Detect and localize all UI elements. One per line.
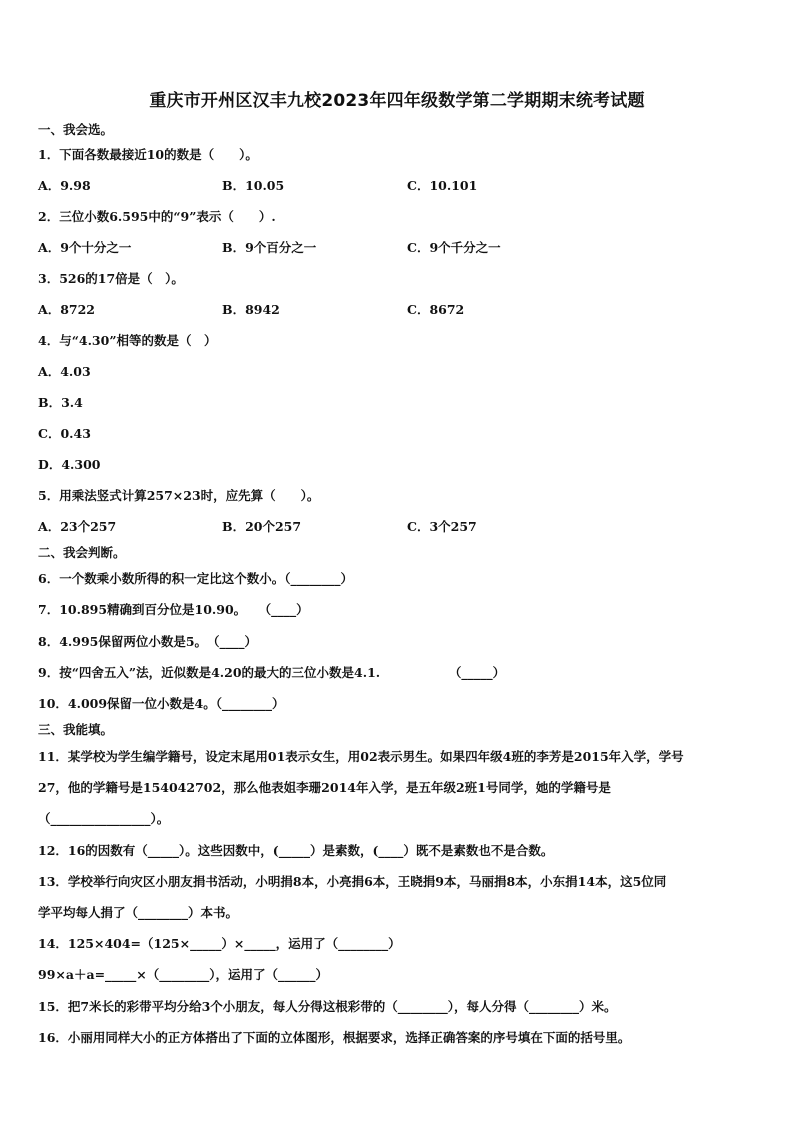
q2-option-a: A．9个十分之一 — [38, 240, 132, 255]
question-15: 15．把7米长的彩带平均分给3个小朋友，每人分得这根彩带的（________），每人分得（________）米。 — [38, 999, 617, 1014]
question-13-line-1: 13．学校举行向灾区小朋友捐书活动，小明捐8本，小亮捐6本，王晓捐9本，马丽捐8本，小东捐14本，这5位同 — [38, 874, 667, 889]
q5-option-a: A．23个257 — [38, 519, 117, 534]
question-11-line-1: 11．某学校为学生编学籍号，设定末尾用01表示女生，用02表示男生。如果四年级4班的李芳是2015年入学，学号 — [38, 749, 684, 764]
q4-option-d: D．4.300 — [38, 457, 101, 472]
section-choice-heading: 一、我会选。 — [38, 122, 114, 137]
question-10: 10．4.009保留一位小数是4。（________） — [38, 696, 285, 711]
q4-option-c: C．0.43 — [38, 426, 91, 441]
q2-option-c: C．9个千分之一 — [407, 240, 501, 255]
q4-option-a: A．4.03 — [38, 364, 91, 379]
question-4: 4．与“4.30”相等的数是（ ） — [38, 333, 217, 348]
question-14-line-2: 99×a＋a=_____×（________），运用了（______） — [38, 967, 329, 982]
q3-option-c: C．8672 — [407, 302, 465, 317]
q4-option-b: B．3.4 — [38, 395, 83, 410]
q1-option-a: A．9.98 — [38, 178, 91, 193]
q1-option-b: B．10.05 — [222, 178, 285, 193]
question-14-line-1: 14．125×404=（125×_____）×_____，运用了（________） — [38, 936, 401, 951]
question-1: 1．下面各数最接近10的数是（ ）。 — [38, 147, 258, 162]
question-9: 9．按“四舍五入”法，近似数是4.20的最大的三位小数是4.1. （_____） — [38, 665, 506, 680]
question-8: 8．4.995保留两位小数是5。 （____） — [38, 634, 258, 649]
question-3: 3．526的17倍是（ ）。 — [38, 271, 184, 286]
q3-option-b: B．8942 — [222, 302, 280, 317]
question-11-line-3: （________________）。 — [38, 811, 170, 826]
q5-option-b: B．20个257 — [222, 519, 302, 534]
question-5: 5．用乘法竖式计算257×23时，应先算（ ）。 — [38, 488, 320, 503]
q5-option-c: C．3个257 — [407, 519, 477, 534]
section-fill-heading: 三、我能填。 — [38, 722, 114, 737]
q2-option-b: B．9个百分之一 — [222, 240, 317, 255]
question-12: 12．16的因数有（_____）。这些因数中，(_____）是素数，(____）既不是素数也不是合数。 — [38, 843, 554, 858]
question-16: 16．小丽用同样大小的正方体搭出了下面的立体图形，根据要求，选择正确答案的序号填在下面的括号里。 — [38, 1030, 631, 1045]
q3-option-a: A．8722 — [38, 302, 95, 317]
section-judge-heading: 二、我会判断。 — [38, 545, 126, 560]
question-6: 6．一个数乘小数所得的积一定比这个数小。（________） — [38, 571, 353, 586]
q1-option-c: C．10.101 — [407, 178, 478, 193]
question-11-line-2: 27，他的学籍号是154042702，那么他表姐李珊2014年入学，是五年级2班1号同学，她的学籍号是 — [38, 780, 611, 795]
page-title: 重庆市开州区汉丰九校2023年四年级数学第二学期期末统考试题 — [149, 91, 645, 111]
question-13-line-2: 学平均每人捐了（________）本书。 — [38, 905, 239, 920]
question-2: 2．三位小数6.595中的“9”表示（ ）. — [38, 209, 276, 224]
question-7: 7．10.895精确到百分位是10.90。 （____） — [38, 602, 309, 617]
